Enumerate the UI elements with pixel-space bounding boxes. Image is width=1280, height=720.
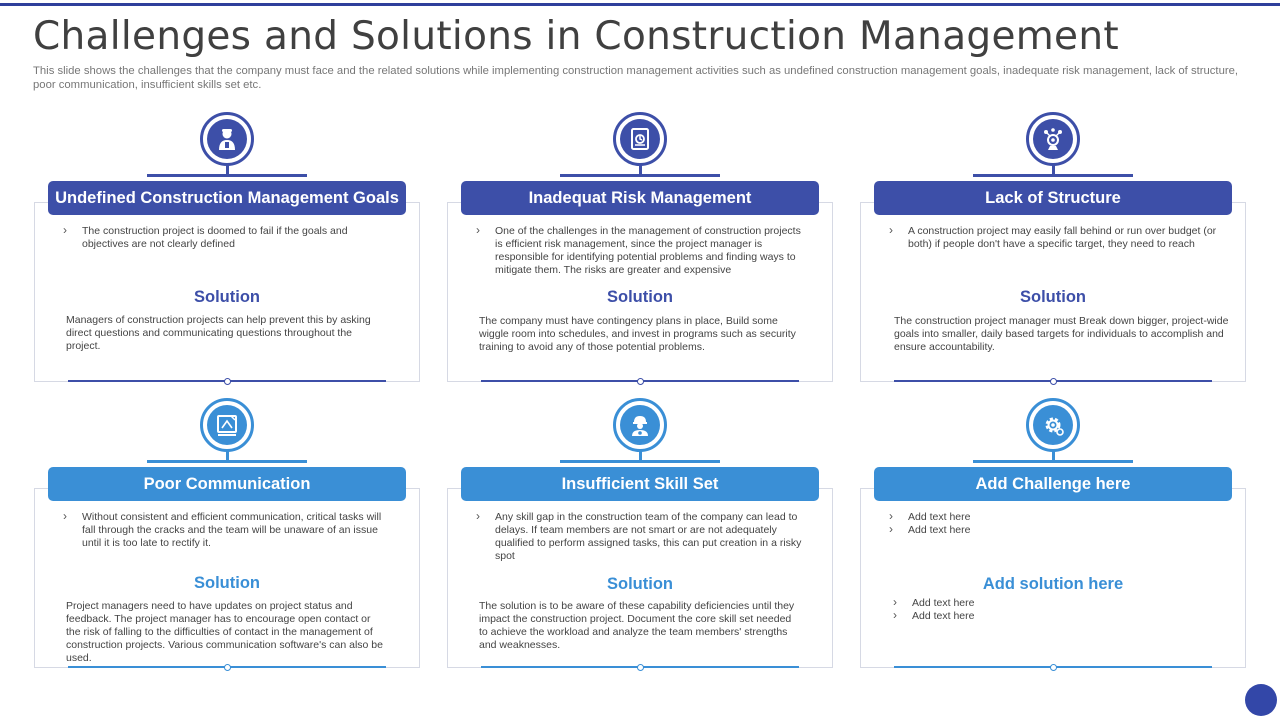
challenge-bullets: [63, 511, 393, 550]
card-body: [447, 188, 833, 382]
card-header: Lack of Structure: [874, 181, 1232, 215]
construction-worker-icon: [207, 119, 247, 159]
solution-text: Project managers need to have updates on project status and feedback. The project manager has to encourage open contact or the risk of falling to the difficulties of contact in the management of construction projects. Various communication software's can also be used.: [66, 600, 383, 664]
card-header: Undefined Construction Management Goals: [48, 181, 406, 215]
card-body: [34, 188, 420, 382]
card-icon-connector: [973, 112, 1133, 182]
card-icon-connector: [147, 398, 307, 468]
icon-badge: [1026, 112, 1080, 166]
card-header: Add Challenge here: [874, 467, 1232, 501]
challenge-bullets: [476, 511, 806, 563]
challenge-bullets: [889, 225, 1219, 251]
solution-bullets: [893, 597, 1223, 623]
structure-gears-icon: [1033, 119, 1073, 159]
card-header: Inadequat Risk Management: [461, 181, 819, 215]
card-body: [447, 474, 833, 668]
challenge-bullet: › A construction project may easily fall behind or run over budget (or both) if people don't have a specific target, they need to reach: [889, 225, 1219, 251]
blueprint-icon: [207, 405, 247, 445]
risk-document-icon: [620, 119, 660, 159]
card-icon-connector: [147, 112, 307, 182]
challenge-bullets: [63, 225, 393, 251]
challenge-bullet: › One of the challenges in the management of construction projects is efficient risk management, since the project manager is responsible for identifying potential problems and finding ways to mitigate them. The risks are greater and expensive: [476, 225, 806, 277]
card-icon-connector: [560, 398, 720, 468]
solution-text: The company must have contingency plans in place, Build some wiggle room into schedules, and invest in programs such as security training to avoid any of those potential problems.: [479, 315, 796, 353]
slide-corner-dot: [1245, 684, 1277, 716]
solution-bullet: › Add text here: [893, 610, 1223, 623]
solution-text: Managers of construction projects can help prevent this by asking direct questions and communicating questions throughout the project.: [66, 314, 371, 352]
card-body: [34, 474, 420, 668]
solution-title: Solution: [194, 288, 260, 306]
engineer-icon: [620, 405, 660, 445]
solution-title: Solution: [194, 574, 260, 592]
challenge-bullet: › Add text here: [889, 524, 1219, 537]
card-icon-connector: [973, 398, 1133, 468]
challenge-bullet: › Add text here: [889, 511, 1219, 524]
challenge-bullets: [476, 225, 806, 277]
card-header: Poor Communication: [48, 467, 406, 501]
challenge-bullets: [889, 511, 1219, 537]
card-body: [860, 474, 1246, 668]
card-header: Insufficient Skill Set: [461, 467, 819, 501]
challenge-bullet: › Without consistent and efficient communication, critical tasks will fall through the cracks and the team will be unaware of an issue until it is too late to rectify it.: [63, 511, 393, 550]
icon-badge: [200, 398, 254, 452]
slide-subtitle: This slide shows the challenges that the company must face and the related solutions while implementing construction management activities such as undefined construction management goals, inadequate risk management, lack of structure, poor communication, insufficient skills set etc.: [33, 65, 1239, 91]
challenge-bullet: › The construction project is doomed to fail if the goals and objectives are not clearly defined: [63, 225, 393, 251]
solution-title: Solution: [607, 575, 673, 593]
card-body: [860, 188, 1246, 382]
card-icon-connector: [560, 112, 720, 182]
solution-title: Solution: [1020, 288, 1086, 306]
solution-text: The construction project manager must Break down bigger, project-wide goals into smaller, daily based targets for individuals to accomplish and ensure accountability.: [894, 315, 1229, 353]
icon-badge: [200, 112, 254, 166]
icon-badge: [613, 112, 667, 166]
slide-title: Challenges and Solutions in Construction Management: [33, 14, 1119, 59]
solution-title: Solution: [607, 288, 673, 306]
challenge-bullet: › Any skill gap in the construction team of the company can lead to delays. If team members are not smart or are not adequately qualified to perform assigned tasks, this can put creation in a risky spot: [476, 511, 806, 563]
solution-bullet: › Add text here: [893, 597, 1223, 610]
solution-title: Add solution here: [982, 575, 1124, 593]
icon-badge: [613, 398, 667, 452]
title-rule: [0, 3, 1280, 6]
solution-text: The solution is to be aware of these capability deficiencies until they impact the construction project. Document the core skill set needed to achieve the workload and analyze the team members' strengths and weaknesses.: [479, 600, 795, 651]
icon-badge: [1026, 398, 1080, 452]
gear-icon: [1033, 405, 1073, 445]
